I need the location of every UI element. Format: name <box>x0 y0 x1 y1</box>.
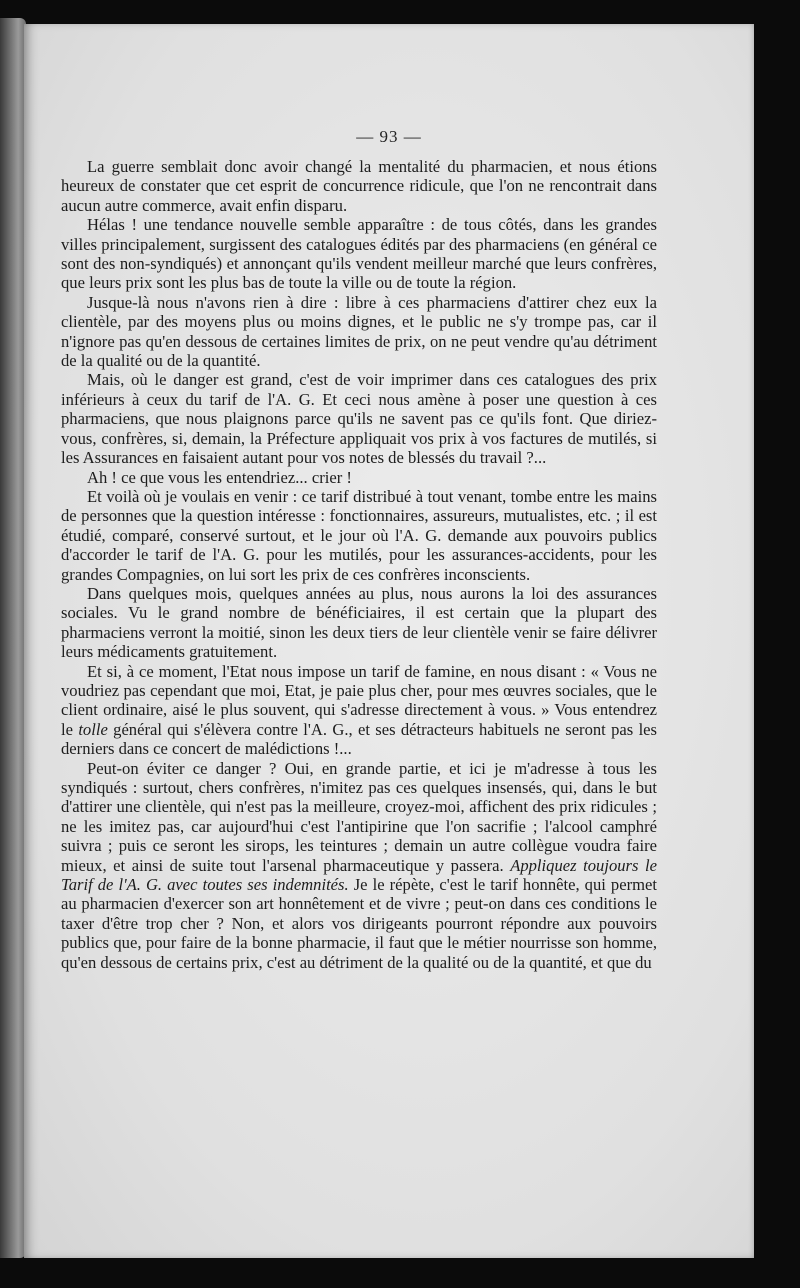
paragraph <box>61 293 657 371</box>
text-run: Peut-on éviter ce danger ? Oui, en grande partie, et ici je m'adresse à tous les syndiqués : surtout, chers confrères, n'imitez pas ces quelques insensés, qui, dans le but d'attirer une clientèle, qui n'est pas la meilleure, croyez-moi, affichent des prix ridicules ; ne les imitez pas, car aujourd'hui c'est l'antipirine que l'on sacrifie ; l'alcool camphré suivra ; puis ce seront les sirops, les teintures ; demain un autre collègue voudra faire mieux, et ainsi de suite tout l'arsenal pharmaceutique y passera. <box>61 758 657 875</box>
paragraph <box>61 157 657 215</box>
paragraph <box>61 759 657 972</box>
text-run: général qui s'élèvera contre l'A. G., et ses détracteurs habituels ne seront pas les derniers dans ce concert de malédictions !... <box>61 719 658 759</box>
text-run: Dans quelques mois, quelques années au plus, nous aurons la loi des assurances sociales. Vu le grand nombre de bénéficiaires, il est certain que la plupart des pharmaciens verront la moitié, sinon les deux tiers de leur clientèle venir se faire délivrer leurs médicaments gratuitement. <box>61 583 657 662</box>
italic-text: tolle <box>78 719 108 739</box>
text-run: Et voilà où je voulais en venir : ce tarif distribué à tout venant, tombe entre les mains de personnes que la question intéresse : fonctionnaires, assureurs, mutualistes, etc. ; il est étudié, comparé, conservé surtout, et le jour où l'A. G. demande aux pouvoirs publics d'accorder le tarif de l'A. G. pour les mutilés, pour les assurances-accidents, pour les grandes Compagnies, on lui sort les prix de ces confrères inconscients. <box>61 486 657 584</box>
text-run: Et si, à ce moment, l'Etat nous impose un tarif de famine, en nous disant : « Vous ne voudriez pas cependant que moi, Etat, je paie plus cher, pour mes œuvres sociales, que le client ordinaire, aisé le plus souvent, qui s'adresse directement à vous. » Vous entendrez le <box>61 661 657 739</box>
paragraph <box>61 370 657 467</box>
page-number: — 93 — <box>356 127 422 146</box>
text-run: La guerre semblait donc avoir changé la mentalité du pharmacien, et nous étions heureux de constater que cet esprit de concurrence ridicule, que l'on ne rencontrait dans aucun autre commerce, avait enfin disparu. <box>61 157 657 215</box>
text-run: Jusque-là nous n'avons rien à dire : libre à ces pharmaciens d'attirer chez eux la clientèle, par des moyens plus ou moins dignes, et le public ne s'y trompe pas, car il n'ignore pas qu'en dessous de certaines limites de prix, on ne peut vendre qu'au détriment de la qualité ou de la quantité. <box>61 292 657 371</box>
italic-text: Appliquez toujours le Tarif de l'A. G. avec toutes ses indemnités. <box>61 855 657 895</box>
paragraph <box>61 468 657 487</box>
text-run: Mais, où le danger est grand, c'est de voir imprimer dans ces catalogues des prix inférieurs à ceux du tarif de l'A. G. Et ceci nous amène à poser une question à ces pharmaciens, que nous plaignons parce qu'ils ne savent pas ce qu'ils font. Que diriez-vous, confrères, si, demain, la Préfecture appliquait vos prix à vos factures de mutilés, si les Assurances en faisaient autant pour vos notes de blessés du travail ?... <box>61 370 657 468</box>
book-page <box>24 24 754 1258</box>
paragraph <box>61 662 657 759</box>
paragraph <box>61 215 657 293</box>
paragraph <box>61 584 657 662</box>
body-text <box>61 157 657 972</box>
text-run: Je le répète, c'est le tarif honnête, qui permet au pharmacien d'exercer son art honnêtement et de vivre ; peut-on dans ces conditions le taxer d'être trop cher ? Non, et alors vos dirigeants pourront répondre aux pouvoirs publics que, pour faire de la bonne pharmacie, il faut que le métier nourrisse son homme, qu'en dessous de certains prix, c'est au détriment de la qualité ou de la quantité, et que du <box>61 875 657 972</box>
text-run: Ah ! ce que vous les entendriez... crier ! <box>87 467 352 487</box>
text-run: Hélas ! une tendance nouvelle semble apparaître : de tous côtés, dans les grandes villes principalement, surgissent des catalogues édités par des pharmaciens (en général ce sont des non-syndiqués) et annonçant qu'ils vendent meilleur marché que leurs confrères, que leurs prix sont les plus bas de toute la ville ou de toute la région. <box>61 215 657 293</box>
previous-page-edge <box>0 18 26 1258</box>
paragraph <box>61 487 657 584</box>
